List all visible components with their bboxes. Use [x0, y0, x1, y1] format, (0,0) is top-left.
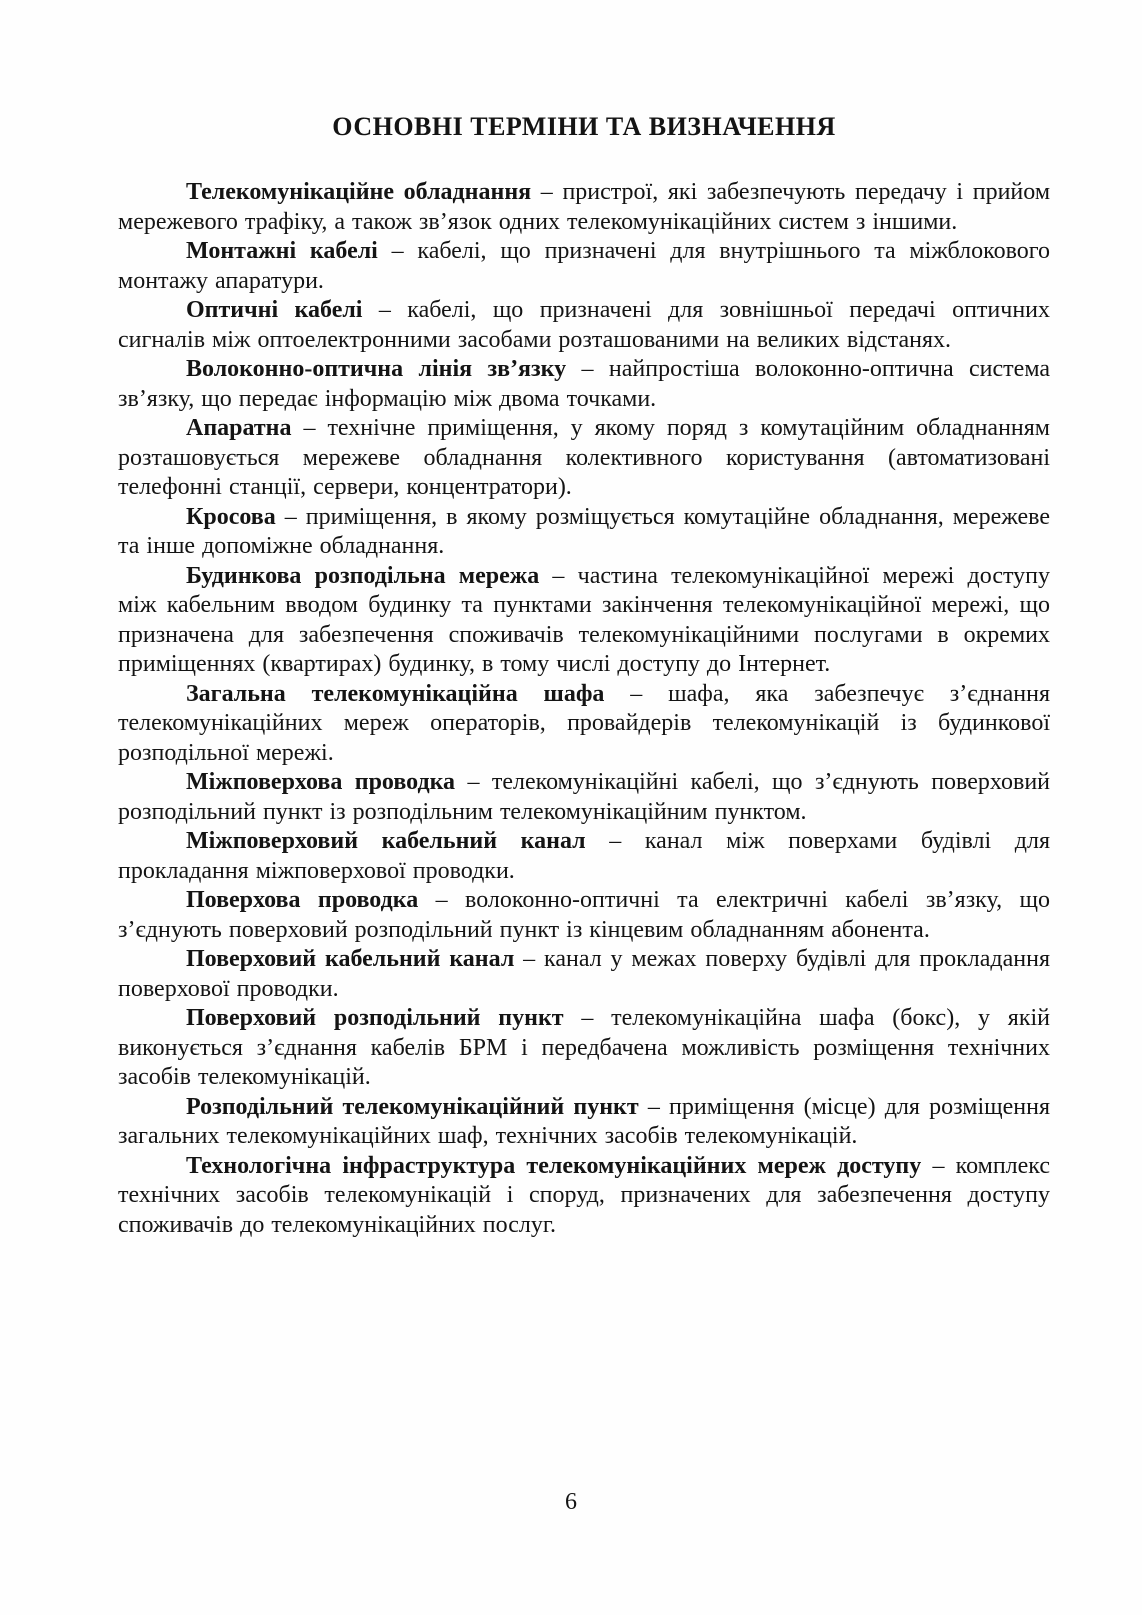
term-name: Волоконно-оптична лінія зв’язку: [186, 356, 567, 382]
term-name: Міжповерховий кабельний канал: [186, 828, 586, 854]
terms-list: [118, 178, 1050, 1240]
term-definition: – приміщення (місце) для розміщення загальних телекомунікаційних шаф, технічних засобів телекомунікацій.: [118, 1093, 1050, 1149]
term-definition: – канал між поверхами будівлі для прокладання міжповерхової проводки.: [118, 828, 1050, 884]
term-name: Будинкова розподільна мережа: [186, 562, 540, 589]
term-definition: – кабелі, що призначені для внутрішнього та міжблокового монтажу апаратури.: [118, 238, 1050, 294]
term-paragraph: [118, 827, 1050, 886]
term-paragraph: [118, 768, 1050, 827]
term-name: Монтажні кабелі: [186, 238, 378, 264]
term-definition: – телекомунікаційна шафа (бокс), у якій виконується з’єднання кабелів БРМ і передбачена можливість розміщення технічних засобів телекомунікацій.: [118, 1005, 1050, 1090]
term-name: Поверховий кабельний канал: [186, 946, 515, 972]
term-paragraph: [118, 1152, 1050, 1241]
term-paragraph: [118, 355, 1050, 414]
term-definition: – волоконно-оптичні та електричні кабелі зв’язку, що з’єднують поверховий розподільний пункт із кінцевим обладнанням абонента.: [118, 887, 1050, 943]
term-paragraph: [118, 1004, 1050, 1093]
term-definition: – найпростіша волоконно-оптична система зв’язку, що передає інформацію між двома точками.: [118, 356, 1050, 412]
term-name: Телекомунікаційне обладнання: [186, 179, 532, 205]
term-name: Розподільний телекомунікаційний пункт: [186, 1093, 639, 1120]
term-name: Апаратна: [186, 415, 292, 441]
term-definition: – канал у межах поверху будівлі для прокладання поверхової проводки.: [118, 946, 1051, 1002]
term-paragraph: [118, 503, 1050, 562]
term-definition: – шафа, яка забезпечує з’єднання телекомунікаційних мереж операторів, провайдерів телекомунікацій із будинкової розподільної мережі.: [118, 680, 1050, 766]
term-name: Технологічна інфраструктура телекомунікаційних мереж доступу: [186, 1152, 922, 1179]
term-paragraph: [118, 680, 1050, 769]
page-title: ОСНОВНІ ТЕРМІНИ ТА ВИЗНАЧЕННЯ: [332, 112, 836, 141]
term-definition: – частина телекомунікаційної мережі доступу між кабельним вводом будинку та пунктами закінчення телекомунікаційної мережі, що призначена для забезпечення споживачів телекомунікаційними послугами в окремих приміщеннях (квартирах) будинку, в тому числі доступу до Інтернет.: [118, 562, 1050, 677]
term-definition: – технічне приміщення, у якому поряд з комутаційним обладнанням розташовується мережеве обладнання колективного користування (автоматизовані телефонні станції, сервери, концентратори).: [118, 415, 1050, 500]
term-name: Загальна телекомунікаційна шафа: [186, 680, 605, 707]
term-name: Поверхова проводка: [186, 887, 419, 913]
term-paragraph: [118, 178, 1050, 237]
term-name: Міжповерхова проводка: [186, 769, 456, 795]
term-name: Кросова: [186, 503, 276, 530]
term-name: Оптичні кабелі: [186, 297, 363, 323]
term-paragraph: [118, 886, 1050, 945]
term-paragraph: [118, 237, 1050, 296]
term-paragraph: [118, 414, 1050, 503]
term-definition: – приміщення, в якому розміщується комутаційне обладнання, мережеве та інше допоміжне обладнання.: [118, 503, 1050, 559]
term-definition: – телекомунікаційні кабелі, що з’єднують поверховий розподільний пункт із розподільним телекомунікаційним пунктом.: [118, 769, 1051, 825]
term-paragraph: [118, 562, 1050, 680]
term-paragraph: [118, 945, 1050, 1004]
term-paragraph: [118, 296, 1050, 355]
page-number: 6: [565, 1489, 577, 1515]
term-definition: – пристрої, які забезпечують передачу і прийом мережевого трафіку, а також зв’язок одних телекомунікаційних систем з іншими.: [118, 179, 1050, 235]
page-content: [118, 112, 1050, 1240]
term-definition: – комплекс технічних засобів телекомунікацій і споруд, призначених для забезпечення доступу споживачів до телекомунікаційних послуг.: [118, 1152, 1051, 1238]
term-paragraph: [118, 1093, 1050, 1152]
term-name: Поверховий розподільний пункт: [186, 1005, 564, 1031]
term-definition: – кабелі, що призначені для зовнішньої передачі оптичних сигналів між оптоелектронними засобами розташованими на великих відстанях.: [118, 297, 1051, 353]
